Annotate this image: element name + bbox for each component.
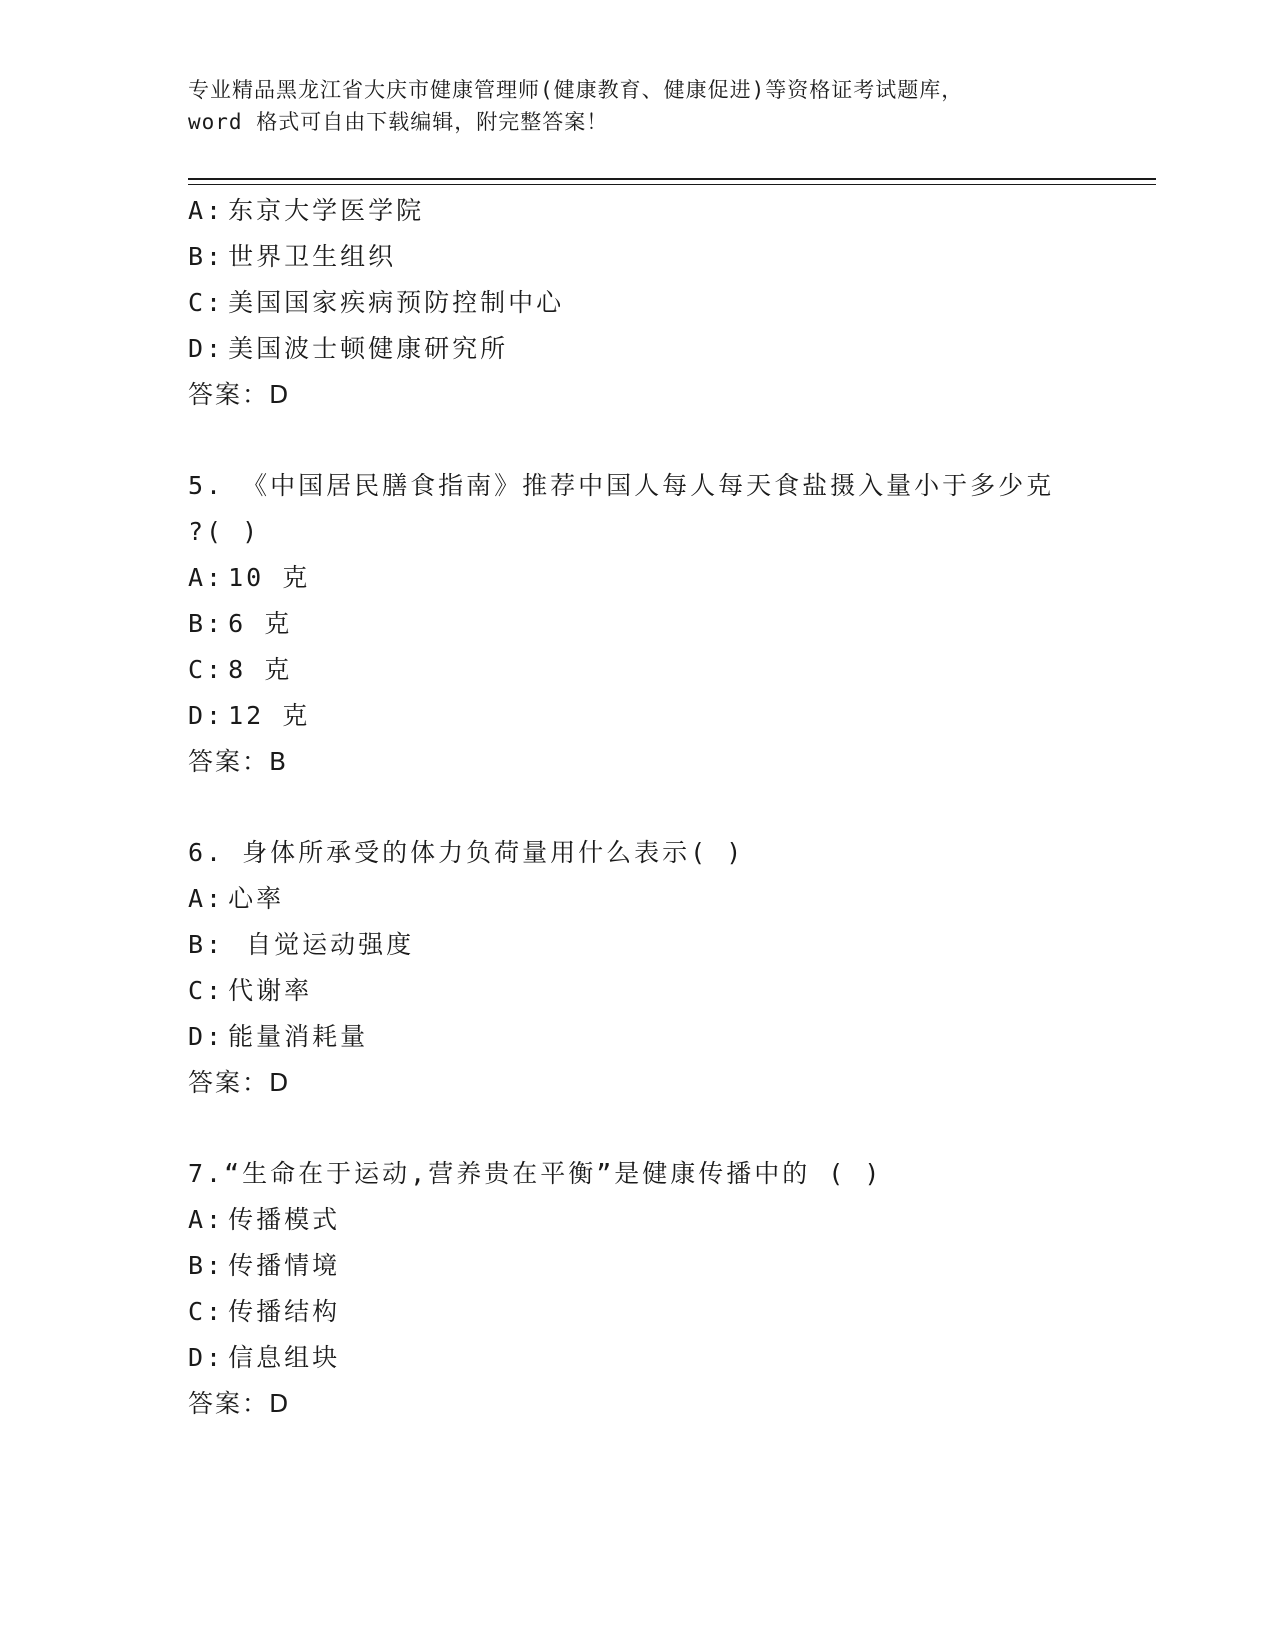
option-a	[188, 876, 1148, 922]
answer-line: 答案：D	[188, 1068, 291, 1097]
option-a	[188, 188, 1148, 234]
question-text: 6. 身体所承受的体力负荷量用什么表示( )	[188, 838, 745, 867]
option-text: 8 克	[228, 655, 293, 684]
option-text: 6 克	[228, 609, 293, 638]
option-a	[188, 1197, 1148, 1243]
question-text-continued: ?( )	[188, 517, 261, 546]
option-d	[188, 693, 1148, 739]
option-b	[188, 922, 1148, 968]
option-b	[188, 601, 1148, 647]
option-text: 传播模式	[228, 1205, 341, 1234]
option-text: 心率	[228, 884, 285, 913]
option-letter: C:	[188, 1297, 225, 1326]
question-text: 5. 《中国居民膳食指南》推荐中国人每人每天食盐摄入量小于多少克	[188, 471, 1055, 500]
option-text: 世界卫生组织	[228, 242, 397, 271]
header-divider-thick	[188, 178, 1156, 180]
option-d	[188, 326, 1148, 372]
option-letter: C:	[188, 655, 225, 684]
option-letter: D:	[188, 1343, 225, 1372]
option-text: 传播结构	[228, 1297, 341, 1326]
option-text: 信息组块	[228, 1343, 341, 1372]
question-4	[188, 188, 1148, 418]
option-c	[188, 647, 1148, 693]
document-header	[188, 74, 1088, 138]
option-c	[188, 280, 1148, 326]
question-list	[188, 188, 1148, 1427]
option-b	[188, 1243, 1148, 1289]
option-text: 代谢率	[228, 976, 313, 1005]
option-letter: A:	[188, 884, 225, 913]
option-letter: C:	[188, 288, 225, 317]
answer-line: 答案：B	[188, 747, 289, 776]
option-a	[188, 555, 1148, 601]
option-letter: D:	[188, 1022, 225, 1051]
option-letter: D:	[188, 334, 225, 363]
option-text: 传播情境	[228, 1251, 341, 1280]
header-divider-thin	[188, 184, 1156, 185]
option-b	[188, 234, 1148, 280]
option-letter: A:	[188, 196, 225, 225]
option-letter: B:	[188, 242, 225, 271]
header-line-2: word 格式可自由下载编辑，附完整答案！	[188, 110, 609, 134]
option-c	[188, 968, 1148, 1014]
answer-line: 答案：D	[188, 380, 291, 409]
option-text: 10 克	[228, 563, 311, 592]
option-letter: A:	[188, 563, 225, 592]
option-text: 东京大学医学院	[228, 196, 425, 225]
option-c	[188, 1289, 1148, 1335]
option-letter: D:	[188, 701, 225, 730]
question-spacer	[188, 1106, 1148, 1151]
question-text: 7.“生命在于运动,营养贵在平衡”是健康传播中的 ( )	[188, 1159, 883, 1188]
option-text: 美国国家疾病预防控制中心	[228, 288, 565, 317]
option-letter: A:	[188, 1205, 225, 1234]
option-letter: B:	[188, 609, 225, 638]
option-d	[188, 1335, 1148, 1381]
question-7	[188, 1151, 1148, 1427]
option-text: 12 克	[228, 701, 311, 730]
option-d	[188, 1014, 1148, 1060]
header-line-1: 专业精品黑龙江省大庆市健康管理师(健康教育、健康促进)等资格证考试题库，	[188, 78, 964, 102]
question-6	[188, 830, 1148, 1106]
option-letter: C:	[188, 976, 225, 1005]
question-spacer	[188, 418, 1148, 463]
option-letter: B:	[188, 1251, 225, 1280]
question-spacer	[188, 785, 1148, 830]
answer-line: 答案：D	[188, 1389, 291, 1418]
option-letter: B:	[188, 930, 225, 959]
option-text: 自觉运动强度	[228, 930, 415, 959]
question-5	[188, 463, 1148, 785]
option-text: 能量消耗量	[228, 1022, 369, 1051]
option-text: 美国波士顿健康研究所	[228, 334, 509, 363]
